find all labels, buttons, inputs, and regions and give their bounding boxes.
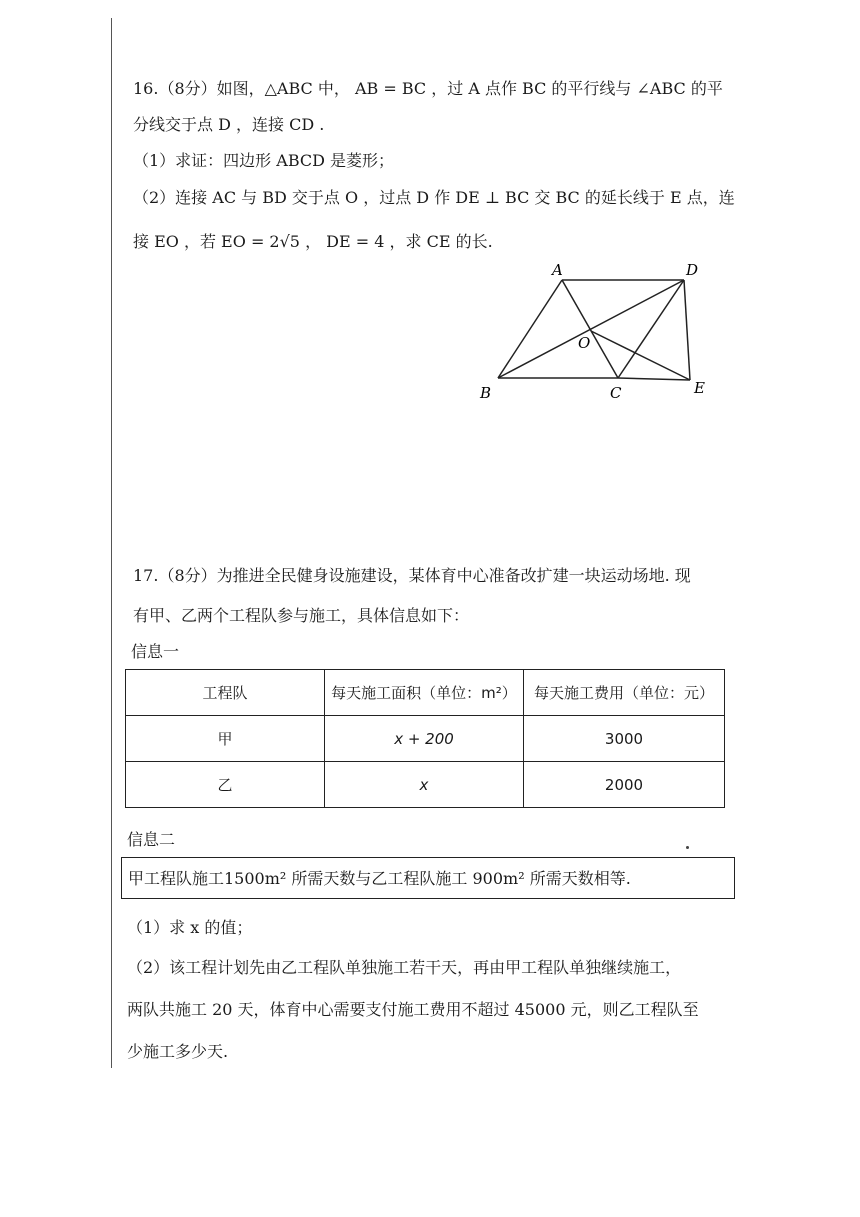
- segment-CE: [618, 378, 690, 380]
- label-B: B: [480, 384, 492, 402]
- info-table: [125, 669, 725, 808]
- q16-part1: （1）求证：四边形 ABCD 是菱形；: [133, 151, 395, 170]
- table-cell: x: [325, 762, 524, 808]
- q17-stem-line2: 有甲、乙两个工程队参与施工，具体信息如下：: [133, 606, 470, 625]
- q17-stem-line1: 17.（8分）为推进全民健身设施建设，某体育中心准备改扩建一块运动场地. 现: [133, 566, 691, 585]
- table-cell: 3000: [524, 716, 725, 762]
- info2-box: [121, 857, 735, 899]
- table-row: [126, 716, 725, 762]
- table-cell: 甲: [126, 716, 325, 762]
- label-C: C: [610, 384, 622, 402]
- info2-text: 甲工程队施工1500m² 所需天数与乙工程队施工 900m² 所需天数相等.: [128, 869, 631, 888]
- rhombus-figure: [470, 258, 720, 412]
- q17-part2-line3: 少施工多少天.: [127, 1042, 229, 1061]
- table-header-row: [126, 670, 725, 716]
- table-row: [126, 762, 725, 808]
- label-E: E: [694, 379, 705, 397]
- table-header-cell: 工程队: [126, 670, 325, 716]
- table-header-cell: 每天施工面积（单位：m²）: [325, 670, 524, 716]
- q17-part2-line1: （2）该工程计划先由乙工程队单独施工若干天，再由甲工程队单独继续施工，: [127, 958, 682, 977]
- table-header-cell: 每天施工费用（单位：元）: [524, 670, 725, 716]
- label-D: D: [686, 261, 699, 279]
- segment-DC: [618, 280, 684, 378]
- table-cell: 乙: [126, 762, 325, 808]
- q16-part2-line2: 接 EO ，若 EO = 2√5 ， DE = 4 ，求 CE 的长.: [133, 232, 493, 251]
- label-O: O: [578, 334, 591, 352]
- segment-DE: [684, 280, 690, 380]
- q16-part2-line1: （2）连接 AC 与 BD 交于点 O ，过点 D 作 DE ⊥ BC 交 BC 的延长线于 E 点，连: [133, 188, 735, 207]
- segment-AB: [498, 280, 562, 378]
- page-margin-line: [111, 18, 112, 1068]
- rhombus-diagram: [470, 258, 720, 408]
- q17-part1: （1）求 x 的值；: [127, 918, 253, 937]
- q16-stem-line1: 16.（8分）如图，△ABC 中， AB = BC ，过 A 点作 BC 的平行线与 ∠ABC 的平: [133, 79, 723, 98]
- info2-label: 信息二: [127, 830, 176, 849]
- table-cell: 2000: [524, 762, 725, 808]
- q17-part2-line2: 两队共施工 20 天，体育中心需要支付施工费用不超过 45000 元，则乙工程队至: [127, 1000, 699, 1019]
- scan-speck: [686, 846, 689, 849]
- info1-label: 信息一: [131, 642, 180, 661]
- label-A: A: [552, 261, 563, 279]
- q16-stem-line2: 分线交于点 D ，连接 CD .: [133, 115, 325, 134]
- table-cell: x + 200: [325, 716, 524, 762]
